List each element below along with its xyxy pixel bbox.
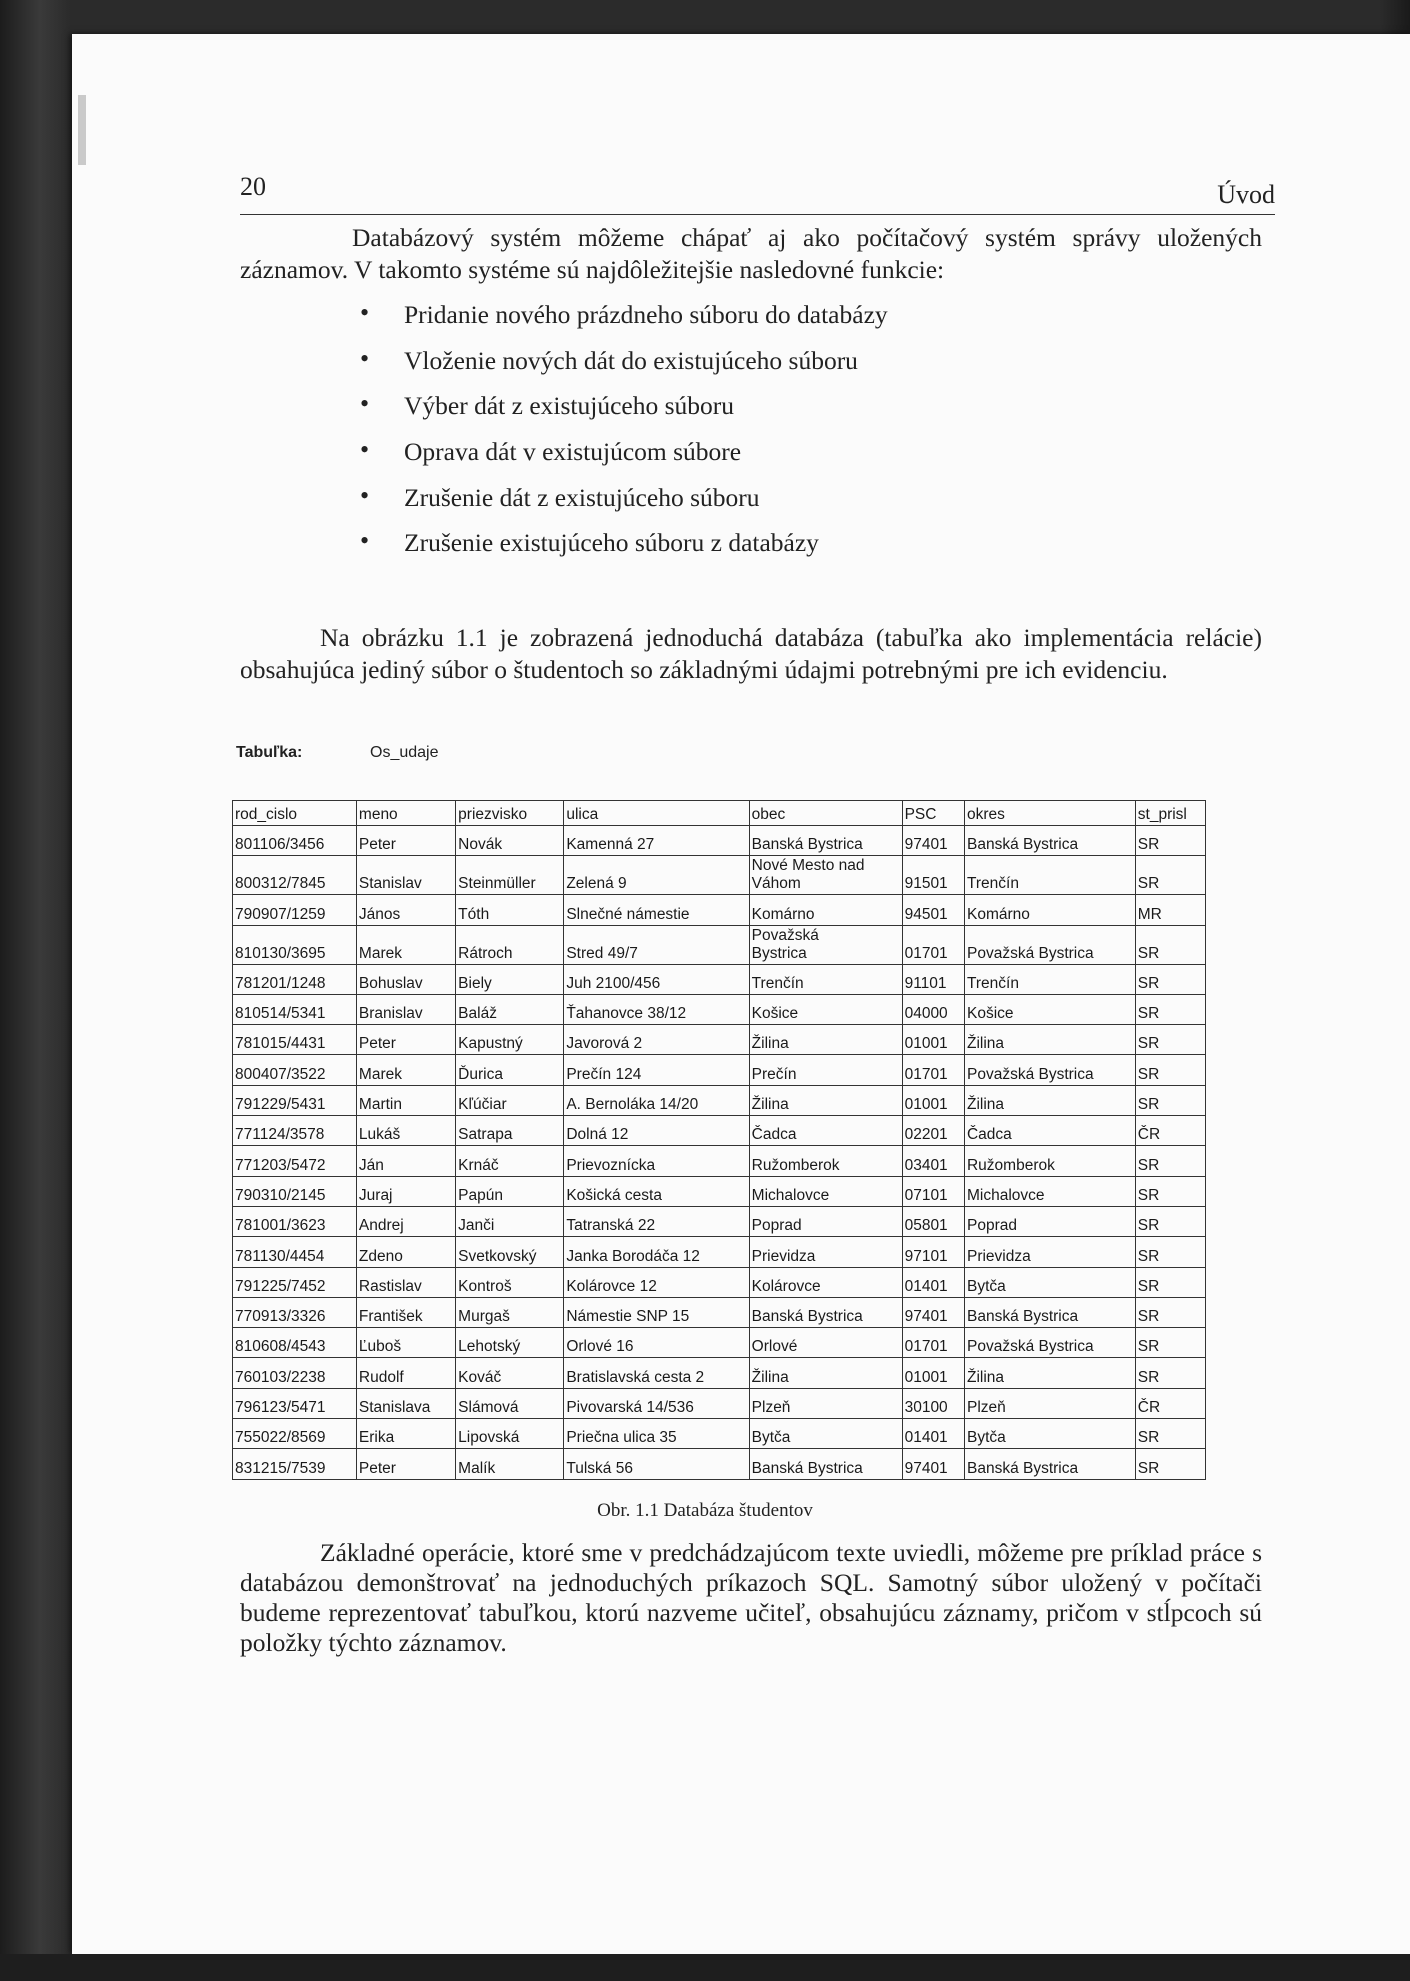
table-cell: Banská Bystrica xyxy=(964,1449,1135,1479)
table-cell: Tatranská 22 xyxy=(564,1206,749,1236)
table-cell: Považská Bystrica xyxy=(749,925,902,964)
table-cell: Trenčín xyxy=(964,856,1135,895)
table-cell: Kontroš xyxy=(456,1267,564,1297)
table-cell: 810130/3695 xyxy=(233,925,357,964)
binding-mark xyxy=(78,95,86,165)
table-label: Tabuľka: xyxy=(236,744,303,761)
table-cell: 97101 xyxy=(902,1237,964,1267)
table-cell: Michalovce xyxy=(749,1176,902,1206)
table-cell: Ružomberok xyxy=(749,1146,902,1176)
table-row xyxy=(233,1388,1206,1418)
table-cell: Slnečné námestie xyxy=(564,895,749,925)
table-cell: Námestie SNP 15 xyxy=(564,1297,749,1327)
table-cell: Peter xyxy=(356,1025,455,1055)
table-cell: 01701 xyxy=(902,925,964,964)
table-row xyxy=(233,925,1206,964)
table-cell: Stanislav xyxy=(356,856,455,895)
table-row xyxy=(233,1358,1206,1388)
table-cell: Dolná 12 xyxy=(564,1116,749,1146)
table-cell: SR xyxy=(1135,1237,1205,1267)
table-cell: 791229/5431 xyxy=(233,1085,357,1115)
table-cell: Žilina xyxy=(749,1358,902,1388)
table-cell: 01701 xyxy=(902,1055,964,1085)
table-cell: SR xyxy=(1135,1419,1205,1449)
table-cell: 94501 xyxy=(902,895,964,925)
table-row xyxy=(233,1176,1206,1206)
function-item: • Pridanie nového prázdneho súboru do databázy xyxy=(360,300,888,346)
table-row xyxy=(233,1449,1206,1479)
table-cell: MR xyxy=(1135,895,1205,925)
table-cell: Trenčín xyxy=(749,964,902,994)
table-cell: Branislav xyxy=(356,994,455,1024)
table-cell: 760103/2238 xyxy=(233,1358,357,1388)
table-cell: Čadca xyxy=(749,1116,902,1146)
table-cell: Biely xyxy=(456,964,564,994)
table-cell: 97401 xyxy=(902,1449,964,1479)
table-cell: Považská Bystrica xyxy=(964,1328,1135,1358)
scan-bottom-edge xyxy=(0,1954,1410,1981)
table-cell: Žilina xyxy=(964,1358,1135,1388)
table-cell: Orlové 16 xyxy=(564,1328,749,1358)
table-cell: 97401 xyxy=(902,1297,964,1327)
table-cell: Priečna ulica 35 xyxy=(564,1419,749,1449)
column-header: rod_cislo xyxy=(233,801,357,826)
closing-paragraph: Základné operácie, ktoré sme v predchádzajúcom texte uviedli, môžeme pre príklad práce s databázou demonštrovať na jednoduchých príkazoch SQL. Samotný súbor uložený v počítači budeme reprezentovať tabuľkou, ktorú nazveme učiteľ, obsahujúcu záznamy, pričom v stĺpcoch sú položky týchto záznamov. xyxy=(240,1538,1262,1657)
table-cell: Banská Bystrica xyxy=(749,826,902,856)
table-cell: Plzeň xyxy=(749,1388,902,1418)
table-cell: Považská Bystrica xyxy=(964,925,1135,964)
table-cell: Tulská 56 xyxy=(564,1449,749,1479)
table-cell: Žilina xyxy=(964,1085,1135,1115)
function-item: • Zrušenie existujúceho súboru z databázy xyxy=(360,528,888,574)
table-cell: A. Bernoláka 14/20 xyxy=(564,1085,749,1115)
table-cell: SR xyxy=(1135,1085,1205,1115)
table-cell: Ľuboš xyxy=(356,1328,455,1358)
table-cell: 810514/5341 xyxy=(233,994,357,1024)
table-cell: 781001/3623 xyxy=(233,1206,357,1236)
chapter-title: Úvod xyxy=(1217,180,1275,209)
column-header: okres xyxy=(964,801,1135,826)
table-cell: Kolárovce xyxy=(749,1267,902,1297)
table-cell: Bytča xyxy=(964,1267,1135,1297)
table-cell: SR xyxy=(1135,1358,1205,1388)
table-cell: 04000 xyxy=(902,994,964,1024)
table-cell: 02201 xyxy=(902,1116,964,1146)
table-cell: Bytča xyxy=(749,1419,902,1449)
table-cell: Prečín 124 xyxy=(564,1055,749,1085)
figure-paragraph: Na obrázku 1.1 je zobrazená jednoduchá databáza (tabuľka ako implementácia relácie) obsahujúca jediný súbor o študentoch so základnými údajmi potrebnými pre ich evidenciu. xyxy=(240,623,1262,684)
table-row xyxy=(233,1297,1206,1327)
table-cell: 01401 xyxy=(902,1267,964,1297)
table-cell: Rudolf xyxy=(356,1358,455,1388)
table-cell: Juraj xyxy=(356,1176,455,1206)
table-cell: Ďurica xyxy=(456,1055,564,1085)
column-header: st_prisl xyxy=(1135,801,1205,826)
table-cell: Krnáč xyxy=(456,1146,564,1176)
table-cell: SR xyxy=(1135,856,1205,895)
table-cell: ČR xyxy=(1135,1388,1205,1418)
table-cell: Poprad xyxy=(749,1206,902,1236)
table-row xyxy=(233,994,1206,1024)
table-cell: Považská Bystrica xyxy=(964,1055,1135,1085)
table-cell: 97401 xyxy=(902,826,964,856)
table-cell: Kamenná 27 xyxy=(564,826,749,856)
table-cell: Košická cesta xyxy=(564,1176,749,1206)
table-cell: 03401 xyxy=(902,1146,964,1176)
table-cell: János xyxy=(356,895,455,925)
table-cell: Zelená 9 xyxy=(564,856,749,895)
table-cell: František xyxy=(356,1297,455,1327)
table-cell: Papún xyxy=(456,1176,564,1206)
table-cell: SR xyxy=(1135,994,1205,1024)
table-row xyxy=(233,1146,1206,1176)
students-table xyxy=(232,800,1206,1480)
table-row xyxy=(233,1328,1206,1358)
table-cell: Rátroch xyxy=(456,925,564,964)
table-cell: 790310/2145 xyxy=(233,1176,357,1206)
table-cell: Banská Bystrica xyxy=(964,826,1135,856)
table-cell: SR xyxy=(1135,1267,1205,1297)
table-cell: 781130/4454 xyxy=(233,1237,357,1267)
table-cell: Marek xyxy=(356,1055,455,1085)
table-cell: Stred 49/7 xyxy=(564,925,749,964)
table-cell: SR xyxy=(1135,1297,1205,1327)
table-cell: Orlové xyxy=(749,1328,902,1358)
table-cell: Erika xyxy=(356,1419,455,1449)
table-row xyxy=(233,1055,1206,1085)
table-row xyxy=(233,895,1206,925)
table-cell: Janči xyxy=(456,1206,564,1236)
table-cell: 755022/8569 xyxy=(233,1419,357,1449)
table-cell: 770913/3326 xyxy=(233,1297,357,1327)
table-cell: Lukáš xyxy=(356,1116,455,1146)
table-cell: ČR xyxy=(1135,1116,1205,1146)
table-cell: Žilina xyxy=(749,1085,902,1115)
table-cell: SR xyxy=(1135,1025,1205,1055)
table-cell: Juh 2100/456 xyxy=(564,964,749,994)
table-cell: Martin xyxy=(356,1085,455,1115)
table-cell: 771203/5472 xyxy=(233,1146,357,1176)
table-cell: 01001 xyxy=(902,1085,964,1115)
table-cell: Banská Bystrica xyxy=(749,1297,902,1327)
intro-paragraph: Databázový systém môžeme chápať aj ako počítačový systém správy uložených záznamov. V takomto systéme sú najdôležitejšie nasledovné funkcie: xyxy=(240,223,1262,284)
table-row xyxy=(233,1267,1206,1297)
table-cell: 01001 xyxy=(902,1025,964,1055)
table-name: Os_udaje xyxy=(370,744,439,761)
table-cell: 01001 xyxy=(902,1358,964,1388)
table-cell: Bytča xyxy=(964,1419,1135,1449)
table-cell: Pivovarská 14/536 xyxy=(564,1388,749,1418)
table-cell: Janka Borodáča 12 xyxy=(564,1237,749,1267)
column-header: ulica xyxy=(564,801,749,826)
table-cell: 05801 xyxy=(902,1206,964,1236)
table-cell: 810608/4543 xyxy=(233,1328,357,1358)
table-cell: Lipovská xyxy=(456,1419,564,1449)
table-cell: 800312/7845 xyxy=(233,856,357,895)
table-row xyxy=(233,964,1206,994)
table-cell: Zdeno xyxy=(356,1237,455,1267)
running-header xyxy=(240,172,1275,215)
table-cell: Bratislavská cesta 2 xyxy=(564,1358,749,1388)
table-header-row xyxy=(233,801,1206,826)
table-cell: SR xyxy=(1135,1146,1205,1176)
function-item: • Oprava dát v existujúcom súbore xyxy=(360,437,888,483)
table-row xyxy=(233,1116,1206,1146)
table-cell: Lehotský xyxy=(456,1328,564,1358)
column-header: meno xyxy=(356,801,455,826)
table-cell: Ružomberok xyxy=(964,1146,1135,1176)
table-cell: Slámová xyxy=(456,1388,564,1418)
table-cell: SR xyxy=(1135,1055,1205,1085)
table-cell: Michalovce xyxy=(964,1176,1135,1206)
table-cell: Prievidza xyxy=(964,1237,1135,1267)
table-row xyxy=(233,1419,1206,1449)
table-cell: Satrapa xyxy=(456,1116,564,1146)
table-cell: SR xyxy=(1135,1328,1205,1358)
function-item: • Výber dát z existujúceho súboru xyxy=(360,391,888,437)
table-row xyxy=(233,1206,1206,1236)
table-cell: 781015/4431 xyxy=(233,1025,357,1055)
table-cell: 800407/3522 xyxy=(233,1055,357,1085)
table-cell: Baláž xyxy=(456,994,564,1024)
table-cell: 801106/3456 xyxy=(233,826,357,856)
table-cell: Komárno xyxy=(749,895,902,925)
function-list xyxy=(360,300,888,574)
function-item: • Zrušenie dát z existujúceho súboru xyxy=(360,483,888,529)
table-cell: Andrej xyxy=(356,1206,455,1236)
table-cell: 791225/7452 xyxy=(233,1267,357,1297)
table-cell: 771124/3578 xyxy=(233,1116,357,1146)
table-cell: Kapustný xyxy=(456,1025,564,1055)
table-cell: Stanislava xyxy=(356,1388,455,1418)
table-cell: Murgaš xyxy=(456,1297,564,1327)
table-cell: Tóth xyxy=(456,895,564,925)
table-cell: Komárno xyxy=(964,895,1135,925)
column-header: obec xyxy=(749,801,902,826)
figure-caption: Obr. 1.1 Databáza študentov xyxy=(597,1500,813,1521)
table-cell: Bohuslav xyxy=(356,964,455,994)
table-row xyxy=(233,1025,1206,1055)
table-cell: SR xyxy=(1135,925,1205,964)
table-cell: 781201/1248 xyxy=(233,964,357,994)
table-cell: Javorová 2 xyxy=(564,1025,749,1055)
table-cell: SR xyxy=(1135,1176,1205,1206)
table-cell: Steinmüller xyxy=(456,856,564,895)
table-cell: 01401 xyxy=(902,1419,964,1449)
table-cell: Kolárovce 12 xyxy=(564,1267,749,1297)
table-cell: Trenčín xyxy=(964,964,1135,994)
table-cell: Kľúčiar xyxy=(456,1085,564,1115)
table-cell: Plzeň xyxy=(964,1388,1135,1418)
table-cell: Nové Mesto nad Váhom xyxy=(749,856,902,895)
table-cell: Čadca xyxy=(964,1116,1135,1146)
table-cell: Poprad xyxy=(964,1206,1135,1236)
table-cell: Novák xyxy=(456,826,564,856)
table-cell: Kováč xyxy=(456,1358,564,1388)
table-cell: Malík xyxy=(456,1449,564,1479)
table-cell: 796123/5471 xyxy=(233,1388,357,1418)
table-cell: 831215/7539 xyxy=(233,1449,357,1479)
column-header: PSC xyxy=(902,801,964,826)
column-header: priezvisko xyxy=(456,801,564,826)
table-cell: Banská Bystrica xyxy=(749,1449,902,1479)
table-cell: Ťahanovce 38/12 xyxy=(564,994,749,1024)
table-cell: Marek xyxy=(356,925,455,964)
table-cell: 01701 xyxy=(902,1328,964,1358)
table-cell: Ján xyxy=(356,1146,455,1176)
table-cell: Banská Bystrica xyxy=(964,1297,1135,1327)
table-cell: 91501 xyxy=(902,856,964,895)
table-row xyxy=(233,826,1206,856)
table-cell: Svetkovský xyxy=(456,1237,564,1267)
function-item: • Vloženie nových dát do existujúceho súboru xyxy=(360,346,888,392)
table-row xyxy=(233,856,1206,895)
table-cell: Košice xyxy=(964,994,1135,1024)
table-cell: 790907/1259 xyxy=(233,895,357,925)
table-cell: 07101 xyxy=(902,1176,964,1206)
table-cell: Žilina xyxy=(749,1025,902,1055)
table-cell: Prečín xyxy=(749,1055,902,1085)
table-cell: SR xyxy=(1135,1449,1205,1479)
table-cell: Peter xyxy=(356,826,455,856)
table-cell: Prievoznícka xyxy=(564,1146,749,1176)
table-cell: 30100 xyxy=(902,1388,964,1418)
table-cell: SR xyxy=(1135,1206,1205,1236)
page-number: 20 xyxy=(240,172,266,201)
table-cell: Rastislav xyxy=(356,1267,455,1297)
table-row xyxy=(233,1237,1206,1267)
table-cell: SR xyxy=(1135,964,1205,994)
table-cell: Košice xyxy=(749,994,902,1024)
table-cell: Prievidza xyxy=(749,1237,902,1267)
table-cell: SR xyxy=(1135,826,1205,856)
table-row xyxy=(233,1085,1206,1115)
table-cell: 91101 xyxy=(902,964,964,994)
table-cell: Žilina xyxy=(964,1025,1135,1055)
table-cell: Peter xyxy=(356,1449,455,1479)
